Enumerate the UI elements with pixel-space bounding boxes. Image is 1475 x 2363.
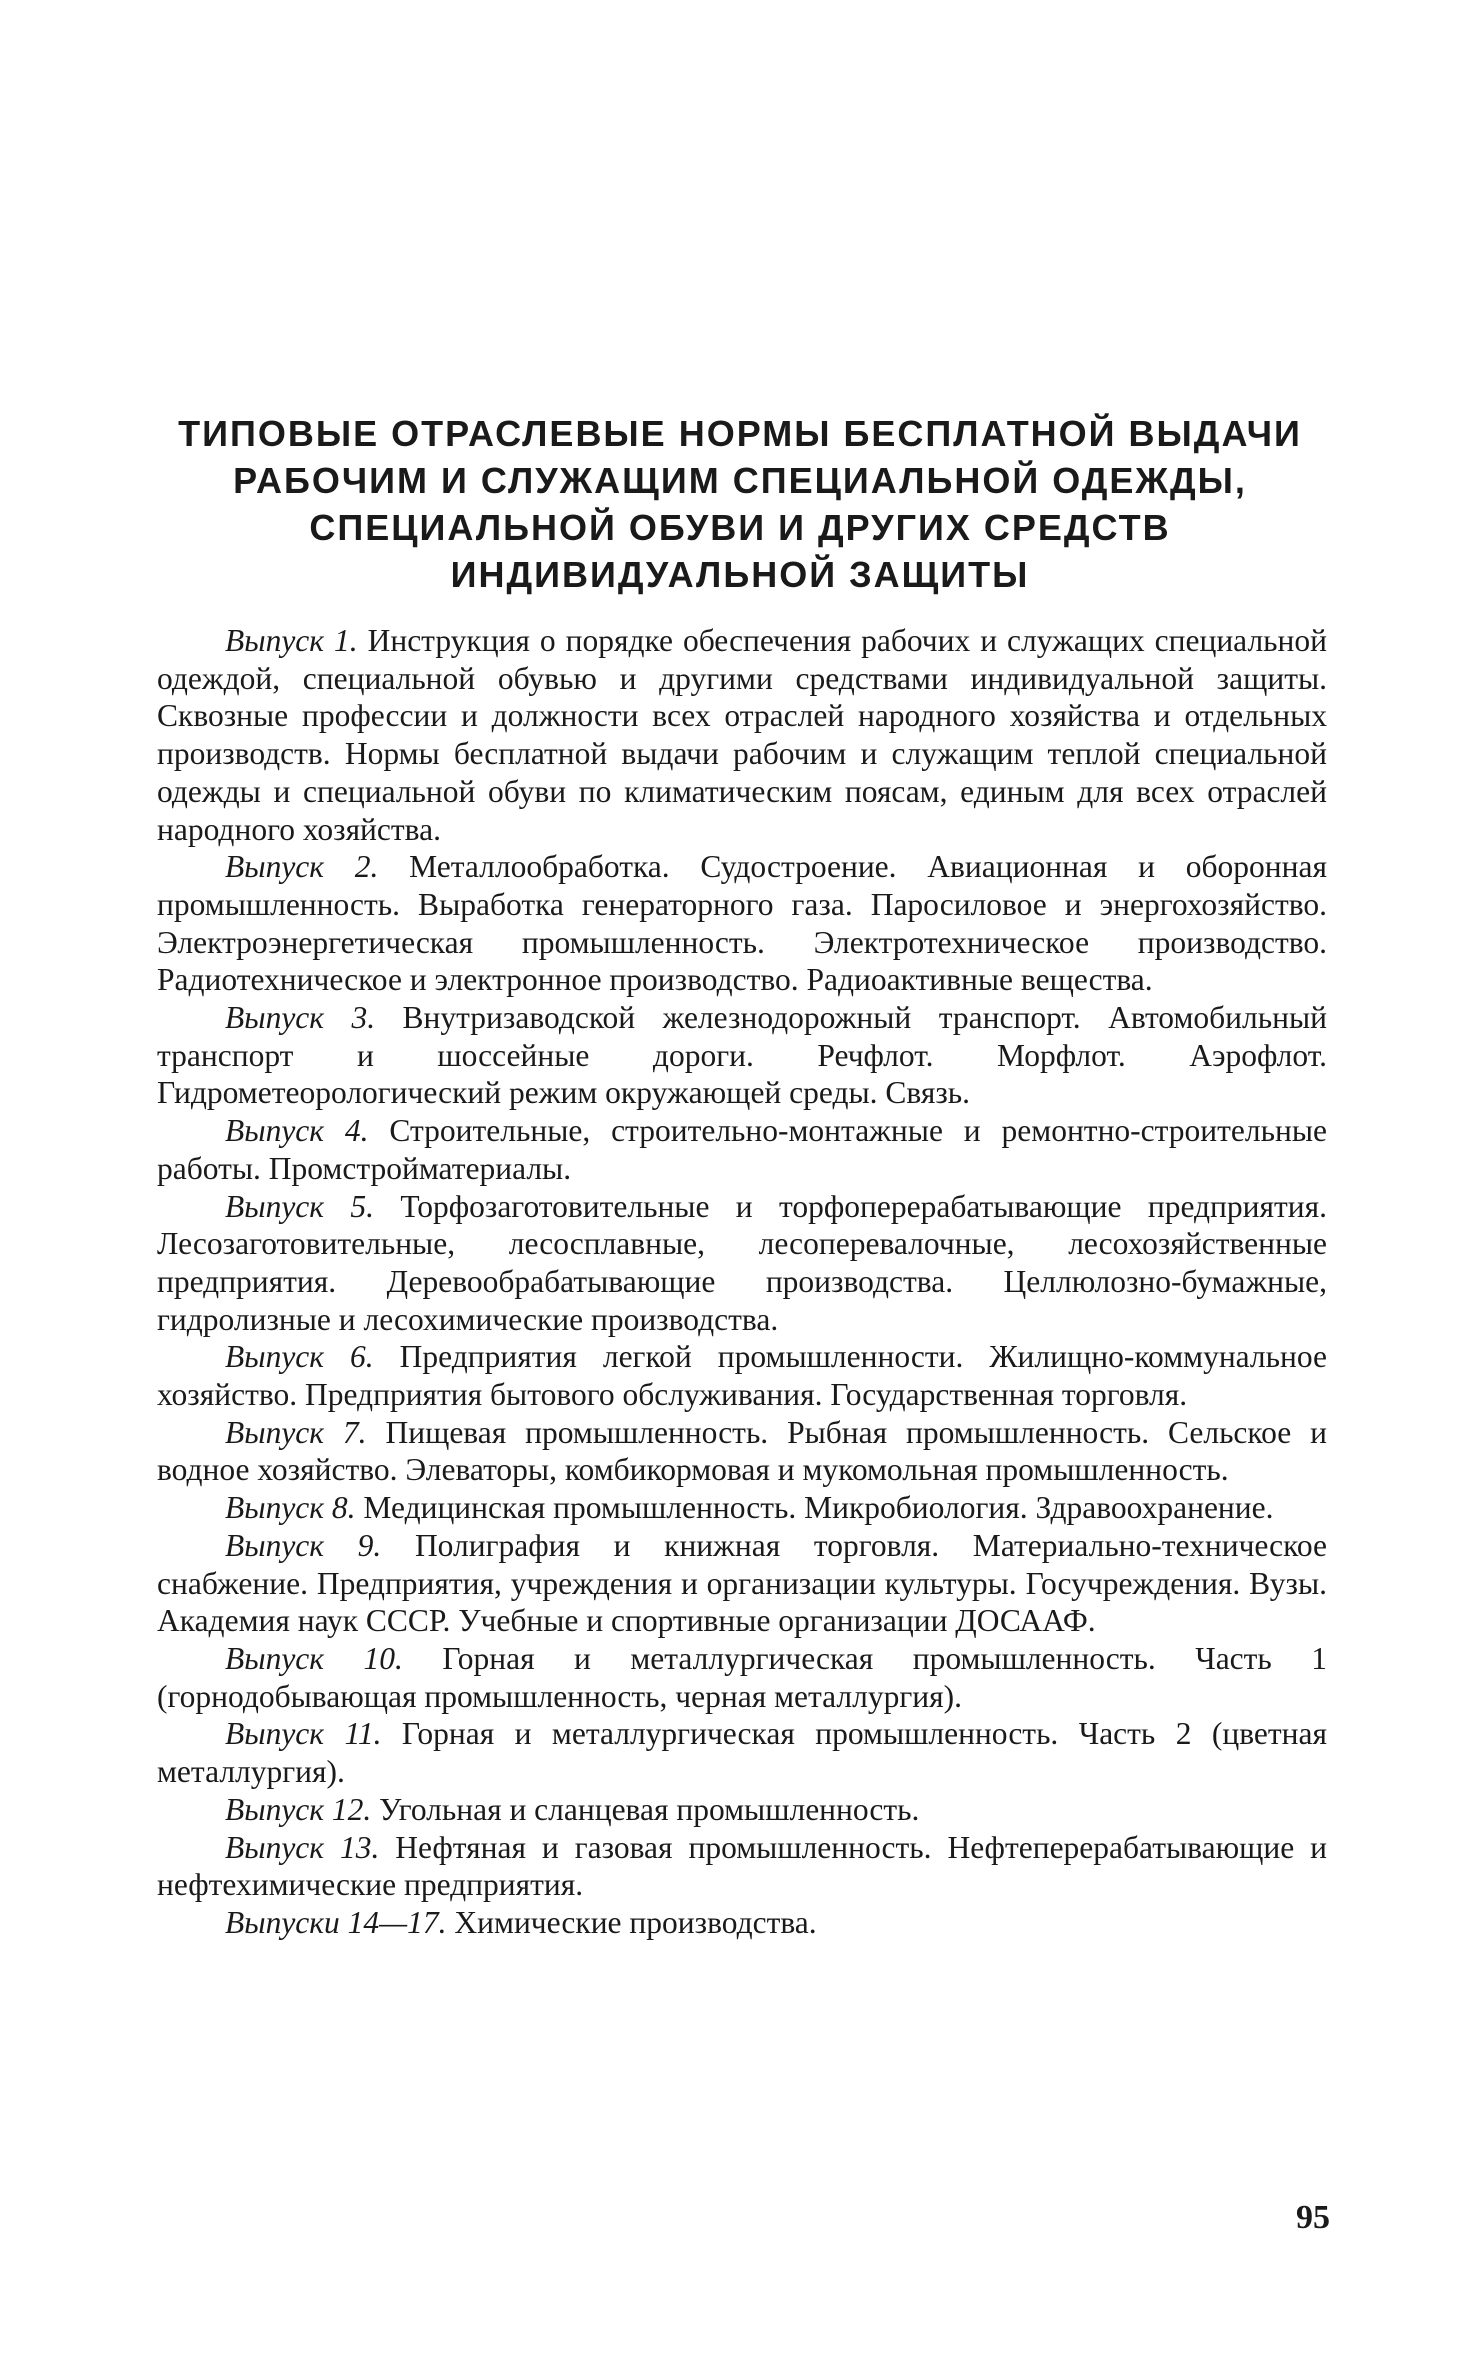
issue-entry-1 bbox=[157, 622, 1327, 848]
page-title bbox=[150, 410, 1330, 598]
issue-label: Выпуск 2. bbox=[225, 849, 379, 885]
issue-entry-14-17 bbox=[157, 1904, 1327, 1942]
title-line: ИНДИВИДУАЛЬНОЙ ЗАЩИТЫ bbox=[450, 554, 1030, 595]
issues-list bbox=[157, 622, 1327, 1942]
issue-entry-8 bbox=[157, 1489, 1327, 1527]
issue-entry-5 bbox=[157, 1188, 1327, 1339]
issue-label: Выпуски 14—17. bbox=[225, 1904, 447, 1940]
title-line: СПЕЦИАЛЬНОЙ ОБУВИ И ДРУГИХ СРЕДСТВ bbox=[309, 507, 1171, 548]
issue-entry-11 bbox=[157, 1715, 1327, 1790]
issue-text: Угольная и сланцевая промышленность. bbox=[371, 1791, 920, 1827]
issue-entry-13 bbox=[157, 1829, 1327, 1904]
issue-text: Горная и металлургическая промышленность. Часть 1 (горнодобывающая промышленность, черная металлургия). bbox=[157, 1640, 1327, 1714]
issue-label: Выпуск 5. bbox=[225, 1188, 374, 1224]
issue-entry-9 bbox=[157, 1527, 1327, 1640]
issue-label: Выпуск 10. bbox=[225, 1640, 403, 1676]
issue-text: Металлообработка. Судостроение. Авиационная и оборонная промышленность. Выработка генераторного газа. Паросиловое и энергохозяйство. Электроэнергетическая промышленность. Электротехническое производство. Радиотехническое и электронное производство. Радиоактивные вещества. bbox=[157, 849, 1327, 998]
issue-text: Инструкция о порядке обеспечения рабочих и служащих специальной одеждой, специальной обувью и другими средствами индивидуальной защиты. Сквозные профессии и должности всех отраслей народного хозяйства и отдельных производств. Нормы бесплатной выдачи рабочим и служащим теплой специальной одежды и специальной обуви по климатическим поясам, единым для всех отраслей народного хозяйства. bbox=[157, 623, 1327, 847]
issue-label: Выпуск 1. bbox=[225, 623, 358, 658]
issue-label: Выпуск 11. bbox=[225, 1716, 382, 1752]
issue-entry-12 bbox=[157, 1791, 1327, 1829]
issue-text: Пищевая промышленность. Рыбная промышленность. Сельское и водное хозяйство. Элеваторы, комбикормовая и мукомольная промышленность. bbox=[157, 1414, 1327, 1488]
issue-text: Торфозаготовительные и торфоперерабатывающие предприятия. Лесозаготовительные, лесосплавные, лесоперевалочные, лесохозяйственные предприятия. Деревообрабатывающие производства. Целлюлозно-бумажные, гидролизные и лесохимические производства. bbox=[157, 1188, 1327, 1337]
issue-text: Строительные, строительно-монтажные и ремонтно-строительные работы. Промстройматериалы. bbox=[157, 1113, 1327, 1186]
issue-text: Горная и металлургическая промышленность. Часть 2 (цветная металлургия). bbox=[157, 1716, 1328, 1790]
issue-label: Выпуск 3. bbox=[225, 1000, 376, 1036]
page-number: 95 bbox=[1296, 2199, 1330, 2236]
issue-label: Выпуск 7. bbox=[225, 1414, 367, 1450]
issue-label: Выпуск 9. bbox=[225, 1527, 382, 1563]
issue-entry-6 bbox=[157, 1338, 1327, 1413]
issue-label: Выпуск 6. bbox=[225, 1339, 374, 1375]
issue-text: Полиграфия и книжная торговля. Материально-техническое снабжение. Предприятия, учреждения и организации культуры. Госучреждения. Вузы. Академия наук СССР. Учебные и спортивные организации ДОСААФ. bbox=[157, 1527, 1327, 1639]
issue-text: Медицинская промышленность. Микробиология. Здравоохранение. bbox=[355, 1490, 1274, 1526]
issue-entry-3 bbox=[157, 999, 1327, 1112]
issue-entry-7 bbox=[157, 1414, 1327, 1489]
issue-entry-4 bbox=[157, 1112, 1327, 1187]
issue-text: Предприятия легкой промышленности. Жилищно-коммунальное хозяйство. Предприятия бытового обслуживания. Государственная торговля. bbox=[157, 1339, 1327, 1413]
issue-label: Выпуск 12. bbox=[225, 1791, 372, 1827]
issue-label: Выпуск 4. bbox=[225, 1113, 369, 1149]
issue-label: Выпуск 8. bbox=[225, 1490, 356, 1526]
title-line: ТИПОВЫЕ ОТРАСЛЕВЫЕ НОРМЫ БЕСПЛАТНОЙ ВЫДАЧИ bbox=[178, 413, 1302, 454]
issue-entry-10 bbox=[157, 1640, 1327, 1715]
title-line: РАБОЧИМ И СЛУЖАЩИМ СПЕЦИАЛЬНОЙ ОДЕЖДЫ, bbox=[233, 460, 1247, 501]
issue-label: Выпуск 13. bbox=[225, 1829, 380, 1865]
issue-text: Нефтяная и газовая промышленность. Нефтеперерабатывающие и нефтехимические предприятия. bbox=[157, 1829, 1327, 1903]
issue-entry-2 bbox=[157, 848, 1327, 999]
issue-text: Внутризаводской железнодорожный транспорт. Автомобильный транспорт и шоссейные дороги. Речфлот. Морфлот. Аэрофлот. Гидрометеорологический режим окружающей среды. Связь. bbox=[157, 1000, 1327, 1111]
issue-text: Химические производства. bbox=[446, 1904, 817, 1940]
